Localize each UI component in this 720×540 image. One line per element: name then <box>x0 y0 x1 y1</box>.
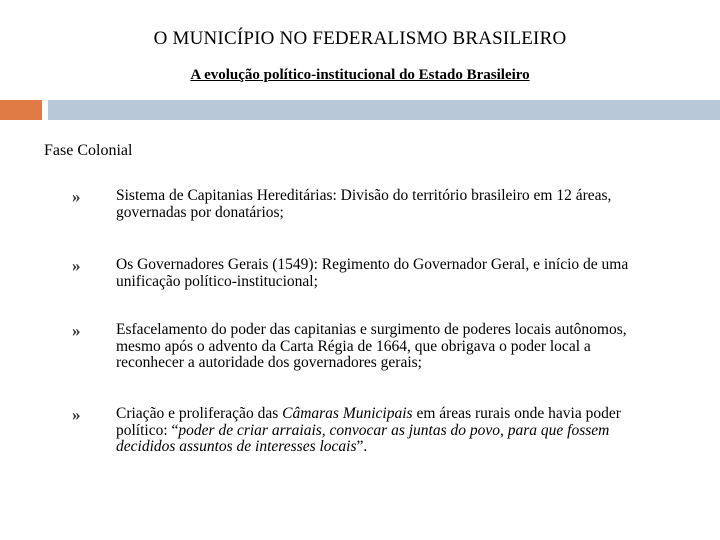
accent-bar <box>0 100 720 120</box>
page-title: O MUNICÍPIO NO FEDERALISMO BRASILEIRO <box>153 28 567 49</box>
bullet-text: Esfacelamento do poder das capitanias e surgimento de poderes locais autônomos, mesmo após o advento da Carta Régia de 1664, que obrigava o poder local a reconhecer a autoridade dos governadores gerais; <box>116 321 627 371</box>
bullet-text-part: em áreas rurais onde havia poder político: “ <box>116 405 621 439</box>
bullet-text <box>116 406 656 456</box>
page-subtitle: A evolução político-institucional do Estado Brasileiro <box>190 67 530 83</box>
bullet-marker: » <box>72 321 81 340</box>
section-heading: Fase Colonial <box>44 142 133 159</box>
quote-emphasis: poder de criar arraiais, convocar as juntas do povo, para que fossem decididos assuntos de interesses locais <box>116 421 610 455</box>
bullet-text-part: ”. <box>356 438 368 455</box>
accent-bar-blue <box>48 100 720 120</box>
bullet-marker: » <box>72 405 81 424</box>
camaras-municipais-emphasis: Câmaras Municipais <box>282 405 413 422</box>
bullet-text-part: Criação e proliferação das <box>116 405 283 422</box>
bullet-marker: » <box>72 256 81 275</box>
bullet-text: Sistema de Capitanias Hereditárias: Divisão do território brasileiro em 12 áreas, governadas por donatários; <box>116 187 612 221</box>
accent-bar-orange <box>0 100 42 120</box>
bullet-marker: » <box>72 187 81 206</box>
bullet-text: Os Governadores Gerais (1549): Regimento do Governador Geral, e início de uma unificação político-institucional; <box>116 256 629 290</box>
